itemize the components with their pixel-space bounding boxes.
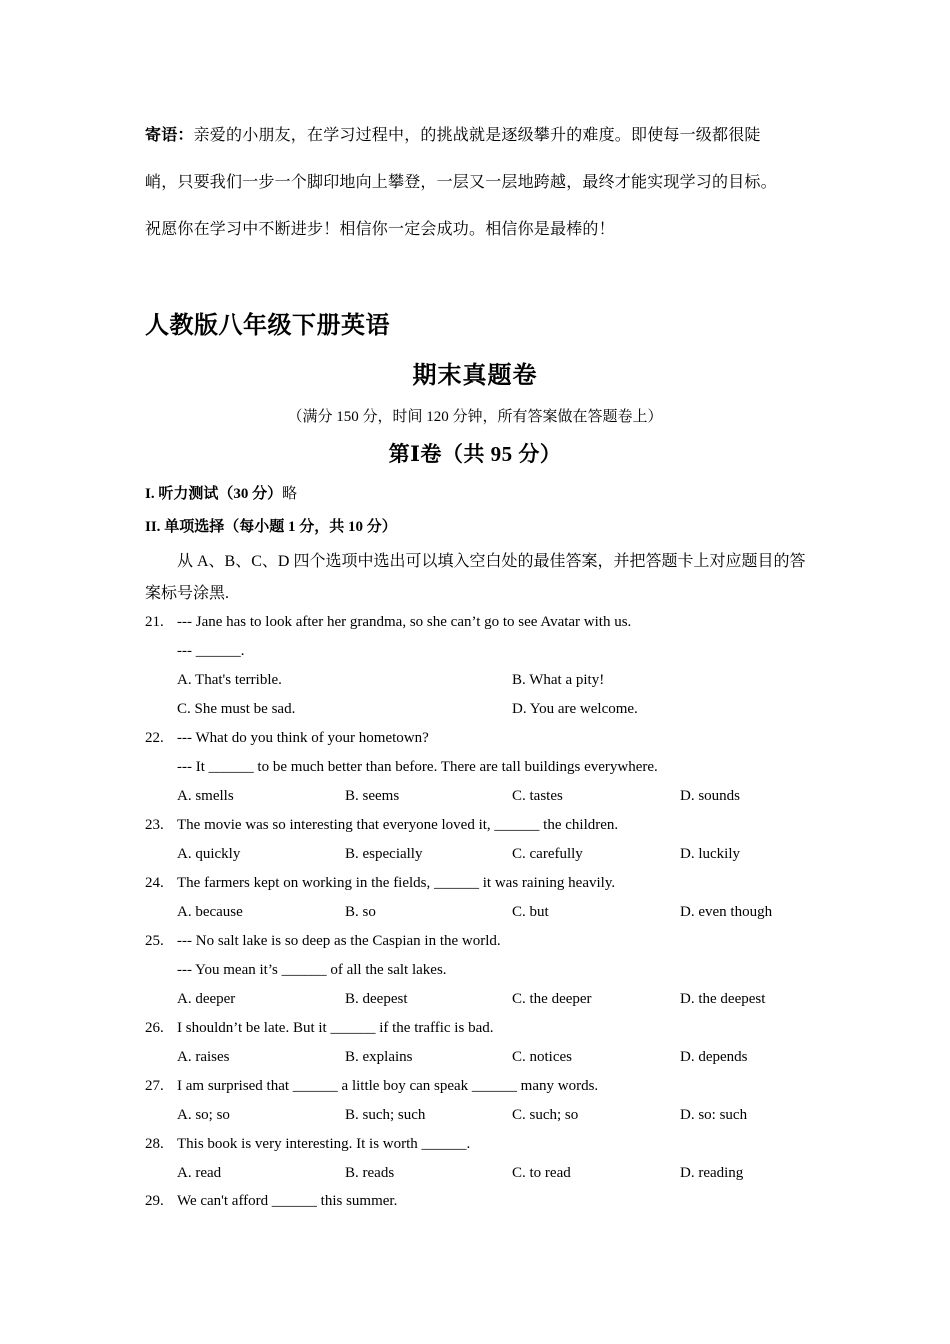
question-24-option-d: D. even though — [680, 904, 773, 920]
question-26-option-b: B. explains — [345, 1049, 413, 1065]
question-21-option-b: B. What a pity! — [512, 672, 605, 688]
question-24: 24. The farmers kept on working in the fields, ______ it was raining heavily. — [145, 875, 616, 891]
question-27-option-c: C. such; so — [512, 1107, 579, 1123]
question-25-option-a: A. deeper — [177, 991, 236, 1007]
question-25-line-2: --- You mean it’s ______ of all the salt lakes. — [177, 962, 447, 978]
question-27-option-a: A. so; so — [177, 1107, 230, 1123]
book-title: 人教版八年级下册英语 — [145, 313, 390, 339]
question-25-option-d: D. the deepest — [680, 991, 766, 1007]
question-22: 22. --- What do you think of your hometown? — [145, 730, 429, 746]
preface-line-1: 寄语：亲爱的小朋友，在学习过程中，的挑战就是逐级攀升的难度。即使每一级都很陡 — [145, 127, 761, 144]
question-28-option-c: C. to read — [512, 1165, 571, 1181]
volume-title: 第Ⅰ卷（共 95 分） — [388, 442, 562, 466]
exam-note: （满分 150 分，时间 120 分钟，所有答案做在答题卷上） — [287, 409, 663, 425]
question-21-option-d: D. You are welcome. — [512, 701, 638, 717]
question-22-option-d: D. sounds — [680, 788, 741, 804]
question-27-option-d: D. so: such — [680, 1107, 748, 1123]
question-27-option-b: B. such; such — [345, 1107, 426, 1123]
exam-title: 期末真题卷 — [412, 363, 538, 389]
question-21-option-c: C. She must be sad. — [177, 701, 296, 717]
question-26-option-c: C. notices — [512, 1049, 572, 1065]
question-26-option-d: D. depends — [680, 1049, 748, 1065]
section-1-heading: I. 听力测试（30 分）略 — [145, 486, 298, 502]
preface-lead: 寄语： — [145, 127, 194, 144]
question-23-option-b: B. especially — [345, 846, 423, 862]
section-2-heading: II. 单项选择（每小题 1 分，共 10 分） — [145, 519, 397, 535]
question-25: 25. --- No salt lake is so deep as the Caspian in the world. — [145, 933, 501, 949]
question-24-option-b: B. so — [345, 904, 376, 920]
preface-paragraph — [145, 112, 810, 253]
question-22-option-c: C. tastes — [512, 788, 563, 804]
question-24-option-a: A. because — [177, 904, 243, 920]
question-26: 26. I shouldn’t be late. But it ______ if the traffic is bad. — [145, 1020, 494, 1036]
question-22-line-2: --- It ______ to be much better than before. There are tall buildings everywhere. — [177, 759, 658, 775]
question-23-option-c: C. carefully — [512, 846, 583, 862]
question-29: 29. We can't afford ______ this summer. — [145, 1193, 398, 1209]
question-25-option-c: C. the deeper — [512, 991, 592, 1007]
question-21: 21. --- Jane has to look after her grandma, so she can’t go to see Avatar with us. — [145, 614, 632, 630]
section-2-instruction: 从 A、B、C、D 四个选项中选出可以填入空白处的最佳答案，并把答题卡上对应题目的答案标号涂黑. — [145, 553, 806, 602]
question-27: 27. I am surprised that ______ a little boy can speak ______ many words. — [145, 1078, 599, 1094]
question-23-option-a: A. quickly — [177, 846, 241, 862]
question-24-option-c: C. but — [512, 904, 549, 920]
question-23-option-d: D. luckily — [680, 846, 740, 862]
question-28-option-d: D. reading — [680, 1165, 744, 1181]
preface-line-2: 峭，只要我们一步一个脚印地向上攀登，一层又一层地跨越，最终才能实现学习的目标。 — [145, 174, 777, 191]
question-21-line-2: --- ______. — [177, 643, 245, 659]
question-28: 28. This book is very interesting. It is worth ______. — [145, 1136, 471, 1152]
preface-line-3: 祝愿你在学习中不断进步！相信你一定会成功。相信你是最棒的！ — [145, 221, 615, 238]
question-22-option-b: B. seems — [345, 788, 400, 804]
question-28-option-a: A. read — [177, 1165, 222, 1181]
question-23: 23. The movie was so interesting that everyone loved it, ______ the children. — [145, 817, 619, 833]
question-25-option-b: B. deepest — [345, 991, 408, 1007]
question-28-option-b: B. reads — [345, 1165, 395, 1181]
question-26-option-a: A. raises — [177, 1049, 230, 1065]
question-22-option-a: A. smells — [177, 788, 234, 804]
question-21-option-a: A. That's terrible. — [177, 672, 282, 688]
